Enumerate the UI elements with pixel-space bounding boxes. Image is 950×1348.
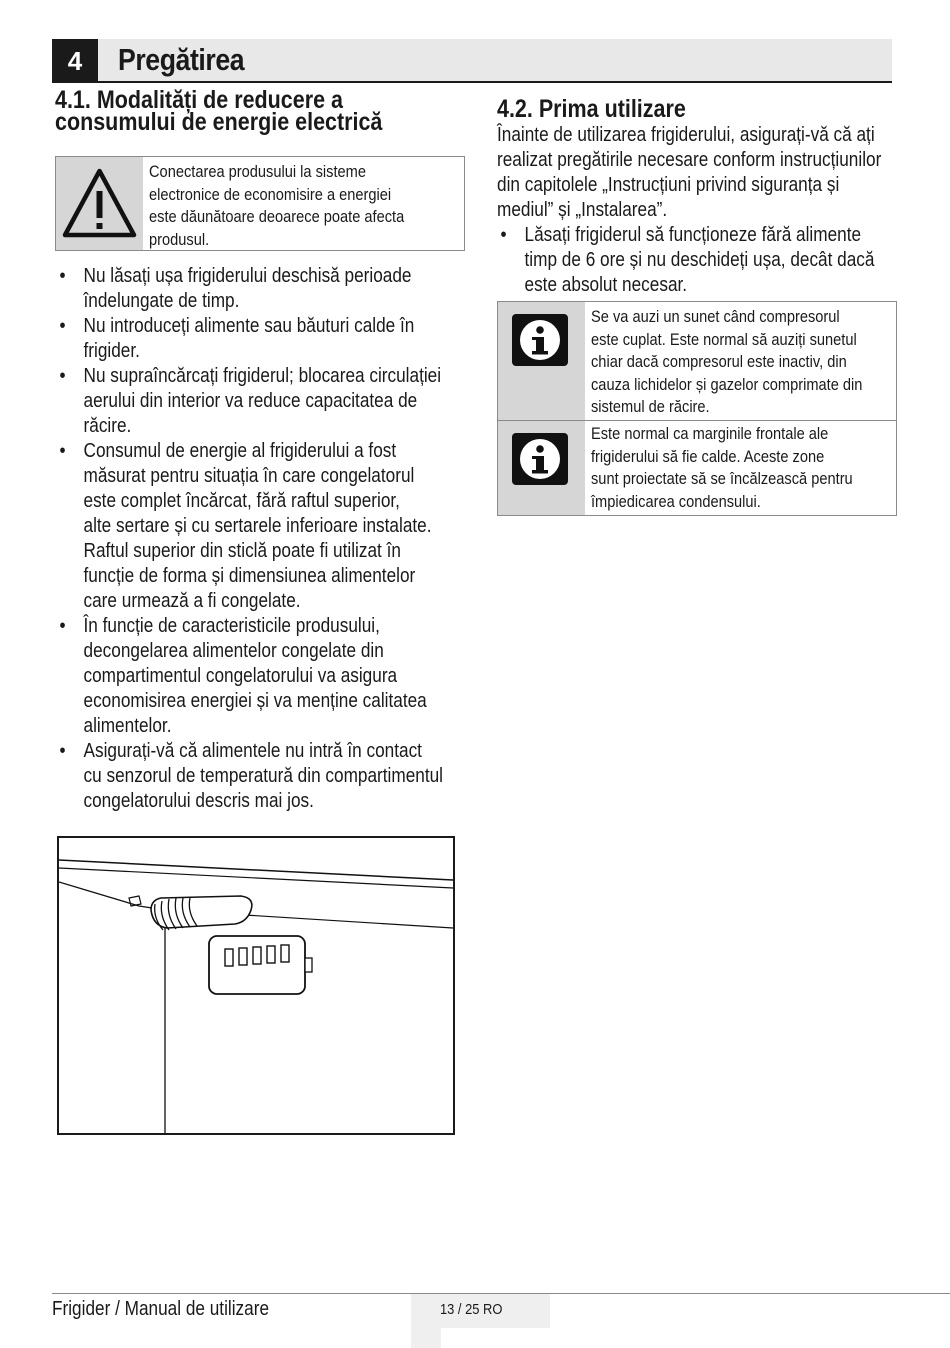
bullet-line: compartimentul congelatorului va asigura (83, 665, 398, 687)
bullet-line: • Lăsați frigiderul să funcționeze fără alimente (524, 224, 862, 246)
bullet-line: răcire. (83, 415, 132, 437)
freezer-temperature-sensor-diagram (59, 838, 453, 1133)
paragraph-line: realizat pregătirile necesare conform instrucțiunilor (497, 149, 882, 171)
bullet-item (56, 614, 465, 739)
bullet-line: alte sertare și cu sertarele inferioare instalate. (83, 515, 432, 537)
note-line: cauza lichidelor și gazelor comprimate din (591, 374, 863, 394)
note-line: Este normal ca marginile frontale ale (591, 424, 829, 443)
info-note-text (591, 423, 853, 513)
bullet-line: congelatorului descris mai jos. (83, 790, 314, 812)
chapter-title: Pregătirea (118, 42, 245, 77)
info-icon (498, 302, 585, 420)
paragraph-line: din capitolele „Instrucțiuni privind siguranța și (497, 174, 840, 196)
bullet-item (56, 739, 465, 814)
section-4-2-intro (497, 123, 903, 298)
info-note-warm-edges (497, 420, 897, 516)
paragraph-line: Înainte de utilizarea frigiderului, asigurați-vă că ați (497, 124, 875, 146)
bullet-line: este absolut necesar. (524, 274, 688, 296)
bullet-line: • Nu supraîncărcați frigiderul; blocarea circulației (83, 365, 442, 387)
bullet-line: funcție de forma și dimensiunea alimentelor (83, 565, 416, 587)
note-line: Conectarea produsului la sisteme (149, 162, 366, 181)
bullet-line: măsurat pentru situația în care congelatorul (83, 465, 415, 487)
bullet-line: • Nu lăsați ușa frigiderului deschisă perioade (83, 265, 412, 287)
warning-note-text (149, 161, 404, 251)
bullet-item (56, 364, 465, 439)
bullet-line: cu senzorul de temperatură din compartimentul (83, 765, 443, 787)
bullet-line: • Consumul de energie al frigiderului a fost (83, 440, 397, 462)
section-4-2-title-line: 4.2. Prima utilizare (497, 95, 686, 123)
note-line: împiedicarea condensului. (591, 491, 761, 511)
note-line: electronice de economisire a energiei (149, 184, 392, 204)
bullet-line: aerului din interior va reduce capacitatea de (83, 390, 418, 412)
note-line: produsul. (149, 229, 210, 249)
warning-triangle-icon (56, 157, 143, 250)
note-line: chiar dacă compresorul este inactiv, din (591, 352, 847, 371)
bullet-line: frigider. (83, 340, 140, 362)
info-icon (498, 421, 585, 515)
bullet-item (56, 439, 465, 614)
bullet-line: • Nu introduceți alimente sau băuturi calde în (83, 315, 415, 337)
section-4-1-title (55, 86, 383, 136)
note-line: sistemul de răcire. (591, 397, 710, 416)
note-line: frigiderului să fie calde. Aceste zone (591, 446, 825, 466)
bullet-item (56, 314, 465, 364)
freezer-sensor-illustration (57, 836, 455, 1135)
warning-icon-cell (56, 157, 143, 250)
warning-note (55, 156, 465, 251)
bullet-line: îndelungate de timp. (83, 290, 240, 312)
bullet-line: economisirea energiei și va menține calitatea (83, 690, 427, 712)
bullet-line: care urmează a fi congelate. (83, 590, 301, 612)
note-line: este dăunătoare deoarece poate afecta (149, 207, 405, 226)
bullet-line: timp de 6 ore și nu deschideți ușa, decât dacă (524, 249, 875, 271)
chapter-number: 4 (52, 39, 98, 83)
section-4-1-bullets (56, 264, 465, 814)
bullet-item (56, 264, 465, 314)
bullet-line: este complet încărcat, fără raftul superior, (83, 490, 400, 512)
footer-document-title: Frigider / Manual de utilizare (52, 1298, 270, 1320)
footer-page-number: 13 / 25 RO (440, 1301, 503, 1318)
bullet-line: decongelarea alimentelor congelate din (83, 640, 384, 662)
section-4-1-title-line: consumului de energie electrică (55, 108, 383, 136)
footer-page-tab (411, 1328, 441, 1348)
paragraph-line: mediul” și „Instalarea”. (497, 199, 668, 221)
section-4-1-title-line: 4.1. Modalități de reducere a (55, 86, 343, 114)
note-line: sunt proiectate să se încălzească pentru (591, 469, 853, 488)
bullet-item (497, 223, 903, 298)
bullet-line: • În funcție de caracteristicile produsului, (83, 615, 380, 637)
info-note-text (591, 306, 862, 419)
info-note-compressor (497, 301, 897, 421)
section-4-2-title (497, 95, 686, 123)
info-icon-cell (498, 421, 585, 515)
bullet-line: alimentelor. (83, 715, 172, 737)
note-line: este cuplat. Este normal să auziți sunetul (591, 329, 857, 349)
info-icon-cell (498, 302, 585, 420)
bullet-line: • Asigurați-vă că alimentele nu intră în contact (83, 740, 422, 762)
bullet-line: Raftul superior din sticlă poate fi utilizat în (83, 540, 401, 562)
note-line: Se va auzi un sunet când compresorul (591, 307, 840, 326)
